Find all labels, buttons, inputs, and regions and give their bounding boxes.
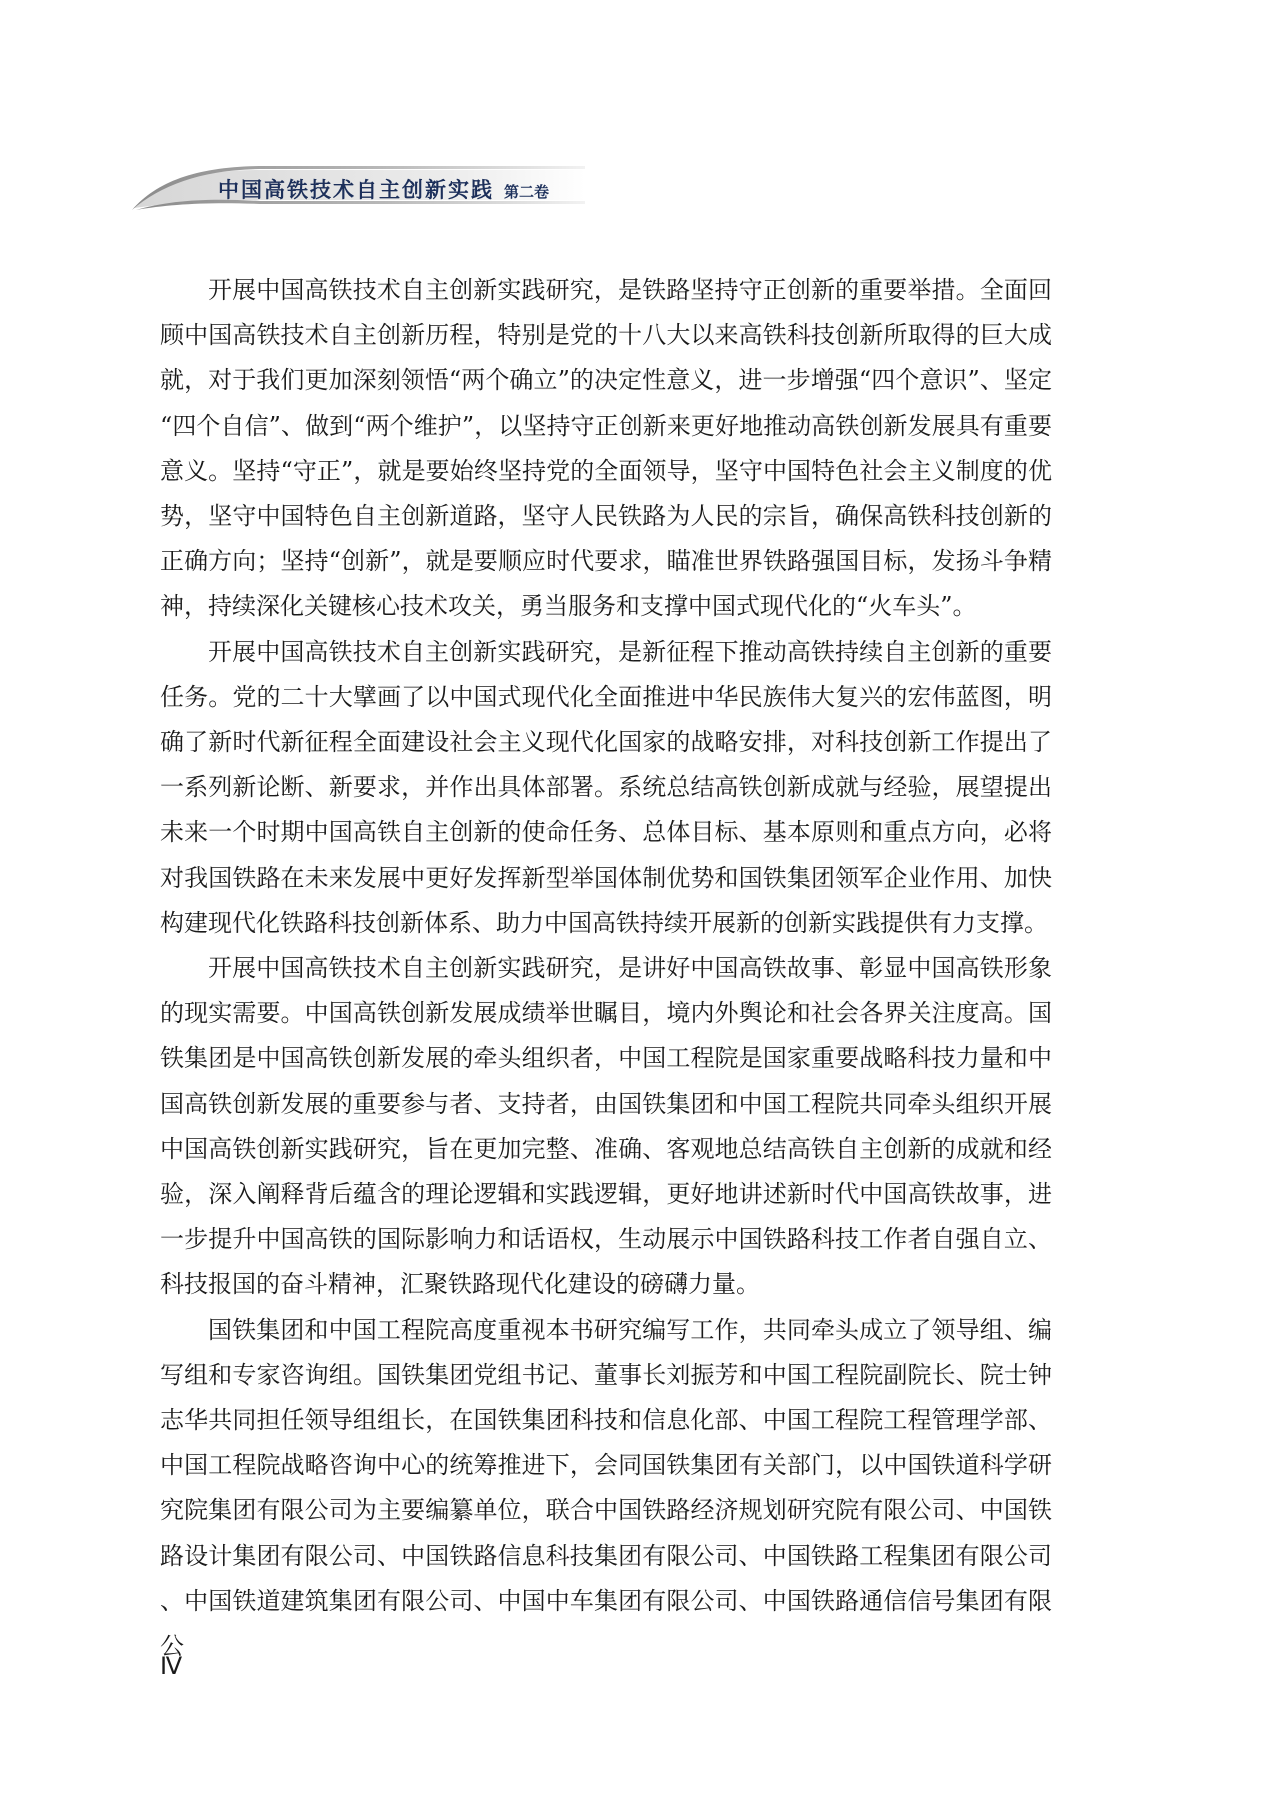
paragraph: 开展中国高铁技术自主创新实践研究，是新征程下推动高铁持续自主创新的重要任务。党的二十大擘画了以中国式现代化全面推进中华民族伟大复兴的宏伟蓝图，明确了新时代新征程全面建设社会主义现代化国家的战略安排，对科技创新工作提出了一系列新论断、新要求，并作出具体部署。系统总结高铁创新成就与经验，展望提出未来一个时期中国高铁自主创新的使命任务、总体目标、基本原则和重点方向，必将对我国铁路在未来发展中更好发挥新型举国体制优势和国铁集团领军企业作用、加快构建现代化铁路科技创新体系、助力中国高铁持续开展新的创新实践提供有力支撑。	[160, 637, 1052, 937]
book-title: 中国高铁技术自主创新实践	[218, 178, 494, 202]
running-header	[130, 160, 590, 214]
volume-label: 第二卷	[504, 183, 550, 201]
page-number: Ⅳ	[160, 1652, 182, 1680]
paragraph: 国铁集团和中国工程院高度重视本书研究编写工作，共同牵头成立了领导组、编写组和专家咨询组。国铁集团党组书记、董事长刘振芳和中国工程院副院长、院士钟志华共同担任领导组组长，在国铁集团科技和信息化部、中国工程院工程管理学部、中国工程院战略咨询中心的统筹推进下，会同国铁集团有关部门，以中国铁道科学研究院集团有限公司为主要编纂单位，联合中国铁路经济规划研究院有限公司、中国铁路设计集团有限公司、中国铁路信息科技集团有限公司、中国铁路工程集团有限公司、中国铁道建筑集团有限公司、中国中车集团有限公司、中国铁路通信信号集团有限公	[160, 1315, 1052, 1661]
paragraph: 开展中国高铁技术自主创新实践研究，是讲好中国高铁故事、彰显中国高铁形象的现实需要。中国高铁创新发展成绩举世瞩目，境内外舆论和社会各界关注度高。国铁集团是中国高铁创新发展的牵头组织者，中国工程院是国家重要战略科技力量和中国高铁创新发展的重要参与者、支持者，由国铁集团和中国工程院共同牵头组织开展中国高铁创新实践研究，旨在更加完整、准确、客观地总结高铁自主创新的成就和经验，深入阐释背后蕴含的理论逻辑和实践逻辑，更好地讲述新时代中国高铁故事，进一步提升中国高铁的国际影响力和话语权，生动展示中国铁路科技工作者自强自立、科技报国的奋斗精神，汇聚铁路现代化建设的磅礴力量。	[160, 954, 1052, 1299]
paragraph: 开展中国高铁技术自主创新实践研究，是铁路坚持守正创新的重要举措。全面回顾中国高铁技术自主创新历程，特别是党的十八大以来高铁科技创新所取得的巨大成就，对于我们更加深刻领悟“两个确立”的决定性意义，进一步增强“四个意识”、坚定“四个自信”、做到“两个维护”，以坚持守正创新来更好地推动高铁创新发展具有重要意义。坚持“守正”，就是要始终坚持党的全面领导，坚守中国特色社会主义制度的优势，坚守中国特色自主创新道路，坚守人民铁路为人民的宗旨，确保高铁科技创新的正确方向；坚持“创新”，就是要顺应时代要求，瞄准世界铁路强国目标，发扬斗争精神，持续深化关键核心技术攻关，勇当服务和支撑中国式现代化的“火车头”。	[160, 276, 1052, 621]
body-text	[160, 268, 1052, 1669]
